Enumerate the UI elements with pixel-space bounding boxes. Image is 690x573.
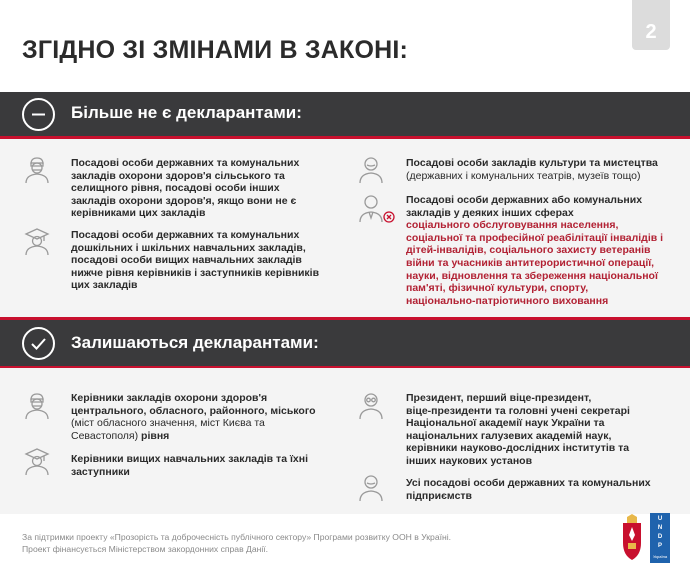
text-line	[71, 182, 299, 195]
text-segment: цих закладів	[71, 279, 138, 292]
text-segment: центрального, обласного, районного, міського	[71, 404, 316, 417]
text-segment: соціального обслуговування населення,	[406, 219, 619, 232]
text-segment: Керівники закладів охорони здоров'я	[71, 392, 268, 404]
text-line	[406, 430, 630, 443]
text-line	[406, 194, 663, 207]
text-segment: рівня	[141, 429, 170, 442]
text-segment: посадові особи вищих навчальних закладів	[71, 254, 302, 267]
list-item	[71, 157, 299, 220]
text-segment: Севастополя)	[71, 429, 142, 442]
section-remain-title: Залишаються декларантами:	[71, 333, 319, 352]
text-segment: Усі посадові особи державних та комунальних	[406, 477, 651, 489]
coat-of-arms-logo	[620, 513, 644, 563]
text-line	[406, 417, 630, 430]
text-segment: науки, відновлення та збереження національної	[406, 269, 658, 282]
text-line	[406, 455, 630, 468]
text-line	[406, 270, 663, 283]
text-line	[406, 244, 663, 257]
text-segment: соціальної та професійної реабілітації інвалідів і	[406, 231, 664, 244]
text-segment: інших наукових установ	[406, 454, 533, 467]
text-segment: Посадові особи державних та комунальних	[71, 229, 300, 241]
list-item	[71, 453, 308, 478]
text-line	[71, 157, 299, 170]
text-segment: Посадові особи закладів культури та мистецтва	[406, 157, 658, 169]
check-icon	[22, 327, 55, 360]
undp-letter: N	[657, 525, 663, 531]
undp-caption: Україна	[652, 554, 668, 559]
text-line	[406, 295, 663, 308]
text-segment: закладів у деяких інших сферах	[406, 206, 574, 219]
doctor-icon	[24, 392, 50, 420]
list-item	[71, 229, 319, 292]
text-line	[406, 405, 630, 418]
text-segment: нижче рівня керівників і заступників керівників	[71, 266, 320, 279]
text-line	[71, 195, 299, 208]
footer-note	[22, 531, 451, 555]
text-segment: національних галузевих академій наук,	[406, 429, 612, 442]
page-number: 2	[645, 21, 657, 43]
text-line	[406, 442, 630, 455]
text-line	[71, 430, 315, 443]
text-line	[71, 279, 319, 292]
section-remain-header	[0, 320, 690, 366]
text-line	[406, 207, 663, 220]
footer-line-1: За підтримки проекту «Прозорість та доброчесність публічного сектору» Програми розвитку ООН в Україні.	[22, 532, 452, 542]
text-segment: закладів охорони здоров'я, якщо вони не є	[71, 194, 297, 207]
section-removed-header	[0, 92, 690, 136]
text-line	[406, 257, 663, 270]
page-title: ЗГІДНО ЗІ ЗМІНАМИ В ЗАКОНІ:	[22, 36, 409, 64]
page-number-badge	[632, 0, 670, 50]
text-segment: керівники науково-дослідних інститутів та	[406, 442, 630, 455]
text-segment: селищного рівня, посадові особи інших	[71, 182, 280, 195]
text-line	[406, 477, 651, 490]
scientist-icon	[358, 392, 384, 420]
text-segment: підприємств	[406, 489, 472, 502]
doctor-icon	[24, 156, 50, 184]
list-item	[406, 194, 663, 307]
text-line	[406, 170, 658, 183]
text-segment: пам'яті, фізичної культури, спорту,	[406, 282, 589, 295]
text-line	[71, 242, 319, 255]
text-segment: (державних і комунальних театрів, музеїв тощо)	[406, 169, 641, 182]
footer-line-2: Проект фінансується Міністерством закордонних справ Данії.	[22, 544, 269, 554]
text-segment: дошкільних і шкільних навчальних закладів,	[71, 241, 306, 254]
text-line	[71, 207, 299, 220]
list-item	[406, 477, 651, 502]
list-item	[71, 392, 315, 442]
section-removed-title: Більше не є декларантами:	[71, 103, 302, 122]
text-line	[71, 170, 299, 183]
text-line	[406, 490, 651, 503]
text-line	[406, 232, 663, 245]
list-item	[406, 392, 630, 468]
text-segment: закладів охорони здоров'я сільського та	[71, 169, 285, 182]
person-icon	[358, 156, 384, 184]
list-item	[406, 157, 658, 182]
undp-letter: P	[657, 543, 662, 549]
text-line	[406, 219, 663, 232]
text-segment: керівниками цих закладів	[71, 207, 206, 220]
text-segment: Національної академії наук України та	[406, 417, 605, 430]
text-segment: Посадові особи державних або комунальних	[406, 194, 643, 206]
undp-logo	[650, 513, 670, 563]
text-segment: (міст обласного значення, міст Києва та	[71, 417, 265, 430]
text-segment: Посадові особи державних та комунальних	[71, 157, 300, 169]
text-line	[406, 392, 630, 405]
text-segment: Президент, перший віце-президент,	[406, 392, 592, 404]
text-line	[406, 157, 658, 170]
minus-icon	[22, 98, 55, 131]
graduate-icon	[24, 448, 50, 476]
text-segment: національно-патріотичного виховання	[406, 294, 609, 307]
text-line	[71, 453, 308, 466]
text-line	[71, 417, 315, 430]
text-line	[71, 392, 315, 405]
text-line	[71, 405, 315, 418]
text-line	[71, 254, 319, 267]
graduate-icon	[24, 228, 50, 256]
text-segment: заступники	[71, 465, 130, 478]
official-x-icon	[358, 194, 396, 224]
text-segment: дітей-інвалідів, соціального захисту ветеранів	[406, 244, 651, 257]
text-line	[71, 267, 319, 280]
undp-letter: D	[657, 534, 663, 540]
person-icon	[358, 474, 384, 502]
text-line	[406, 282, 663, 295]
text-segment: Керівники вищих навчальних закладів та їхні	[71, 453, 309, 465]
text-line	[71, 229, 319, 242]
text-segment: віце-президенти та головні учені секретарі	[406, 404, 630, 417]
text-segment: війни та учасників антитерористичної операції,	[406, 256, 655, 269]
undp-letter: U	[657, 516, 663, 522]
text-line	[71, 466, 308, 479]
